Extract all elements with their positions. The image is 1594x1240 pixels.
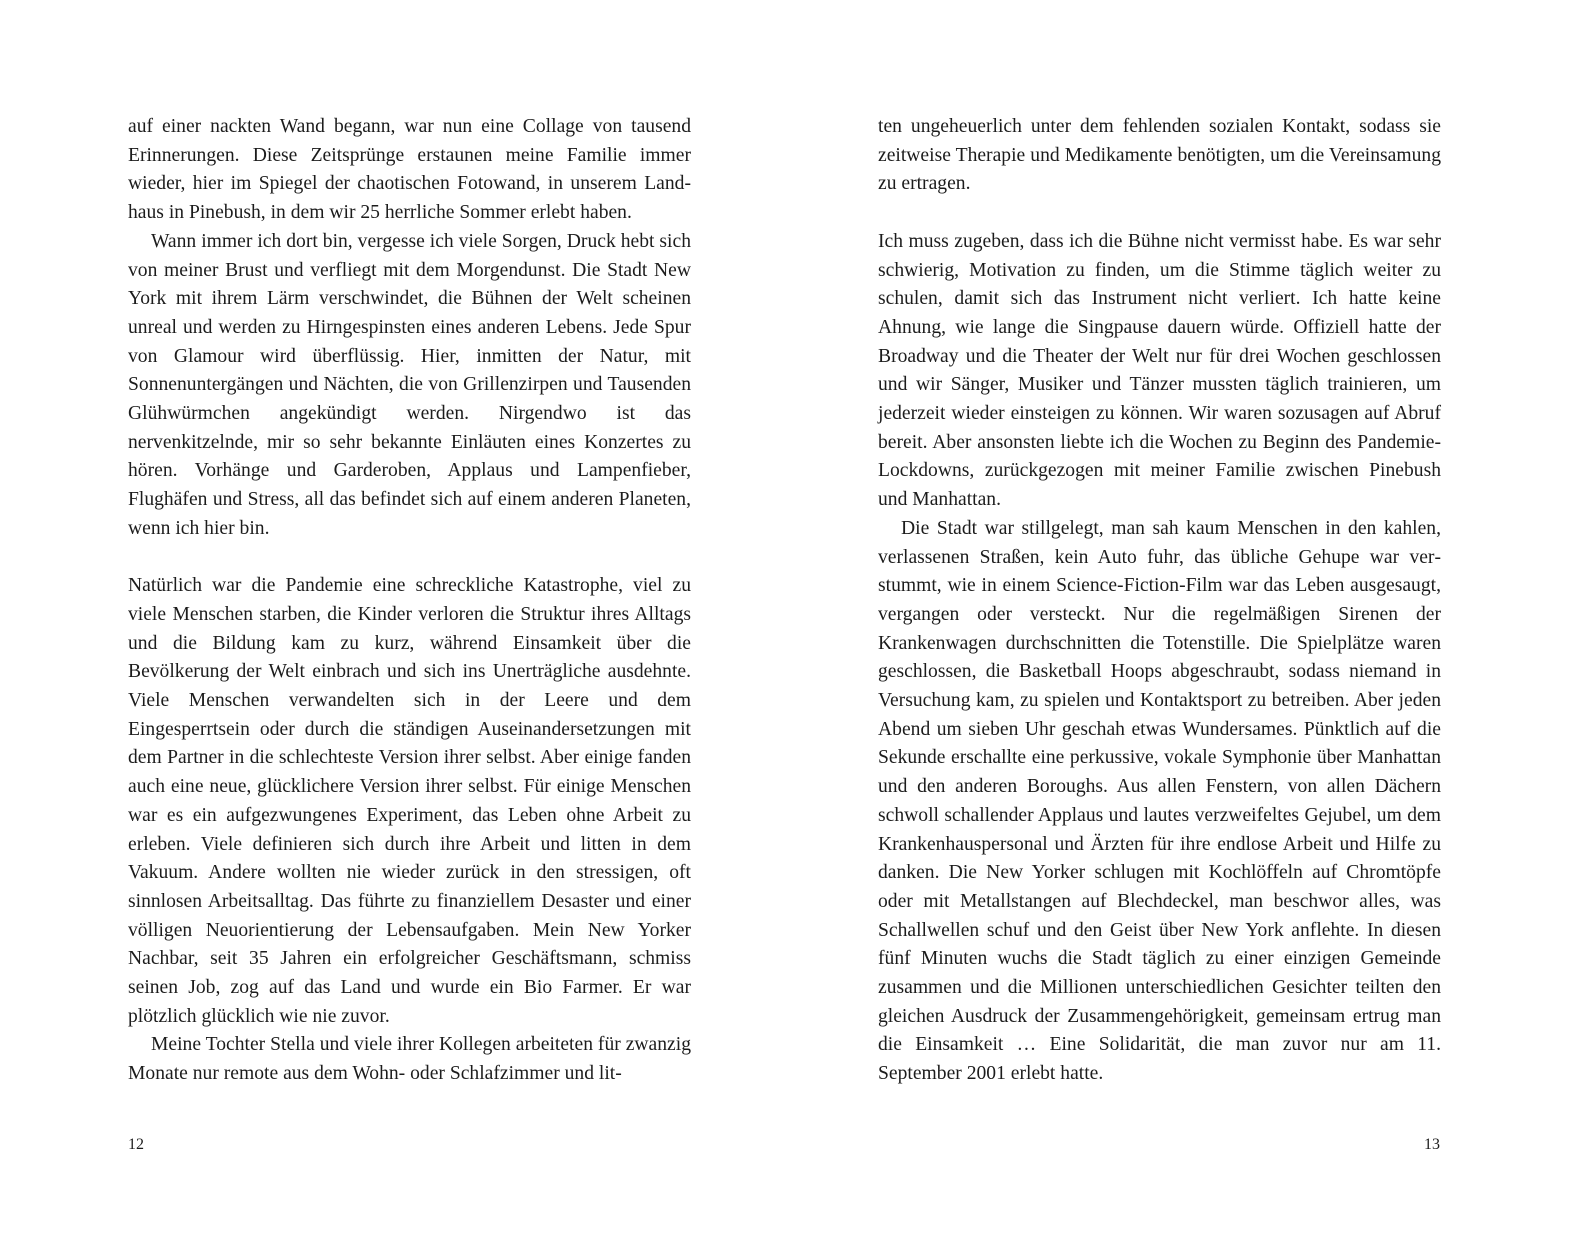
left-paragraph-3: Natürlich war die Pandemie eine schreckliche Katastrophe, viel zu viele Menschen starben, die Kinder verloren die Struktur ihres Alltags und die Bildung kam zu kurz, während Einsamkeit über die Bevölkerung der Welt einbrach und sich ins Unerträgliche ausdehnte. Viele Menschen verwandelten sich in der Leere und dem Eingesperrtsein oder durch die ständigen Auseinandersetzungen mit dem Partner in die schlechteste Version ihrer selbst. Aber einige fanden auch eine neue, glücklichere Version ihrer selbst. Für einige Menschen war es ein aufgezwungenes Experiment, das Leben ohne Arbeit zu erleben. Viele definieren sich durch ihre Arbeit und litten in dem Vakuum. Andere wollten nie wieder zurück in den stressigen, oft sinnlosen Arbeitsalltag. Das führte zu finanziellem Desaster und einer völligen Neuorientierung der Lebensaufgaben. Mein New Yorker Nachbar, seit 35 Jahren ein erfolgreicher Geschäftsmann, schmiss seinen Job, zog auf das Land und wurde ein Bio Farmer. Er war plötzlich glücklich wie nie zuvor.	[128, 575, 691, 1027]
left-paragraph-1: auf einer nackten Wand begann, war nun eine Collage von tausend Erinnerungen. Diese Zeitsprünge erstaunen meine Familie immer wieder, hier im Spiegel der chaotischen Fotowand, in unserem Landhaus in Pinebush, in dem wir 25 herrliche Sommer erlebt haben.	[128, 116, 691, 224]
right-paragraph-2: Ich muss zugeben, dass ich die Bühne nicht vermisst habe. Es war sehr schwierig, Motivation zu finden, um die Stimme täglich weiter zu schulen, damit sich das Instrument nicht verliert. Ich hatte keine Ahnung, wie lange die Singpause dauern würde. Offiziell hatte der Broadway und die Theater der Welt nur für drei Wochen geschlossen und wir Sänger, Musiker und Tänzer mussten täglich trainieren, um jederzeit wieder einsteigen zu können. Wir waren sozusagen auf Abruf bereit. Aber ansonsten liebte ich die Wochen zu Beginn des Pandemie-Lockdowns, zurückgezogen mit meiner Familie zwischen Pinebush und Manhattan.	[878, 230, 1441, 511]
page-number-right: 13	[1424, 1136, 1440, 1153]
left-page	[128, 113, 691, 1089]
page-number-left: 12	[128, 1136, 144, 1153]
left-paragraph-2: Wann immer ich dort bin, vergesse ich viele Sorgen, Druck hebt sich von meiner Brust und verfliegt mit dem Morgendunst. Die Stadt New York mit ihrem Lärm verschwindet, die Bühnen der Welt scheinen unreal und werden zu Hirngespinsten eines anderen Lebens. Jede Spur von Glamour wird überflüssig. Hier, inmitten der Natur, mit Sonnenuntergängen und Nächten, die von Grillenzirpen und Tausenden Glühwürmchen angekündigt werden. Nirgendwo ist das nervenkitzelnde, mir so sehr bekannte Einläuten eines Konzertes zu hören. Vorhänge und Garderoben, Applaus und Lampenfieber, Flughäfen und Stress, all das befindet sich auf einem anderen Planeten, wenn ich hier bin.	[128, 230, 691, 539]
right-paragraph-3: Die Stadt war stillgelegt, man sah kaum Menschen in den kahlen, verlassenen Straßen, kein Auto fuhr, das übliche Gehupe war verstummt, wie in einem Science-Fiction-Film war das Leben ausgesaugt, vergangen oder versteckt. Nur die regelmäßigen Sirenen der Krankenwagen durchschnitten die Totenstille. Die Spielplätze waren geschlossen, die Basketball Hoops abgeschraubt, sodass niemand in Versuchung kam, zu spielen und Kontaktsport zu betreiben. Aber jeden Abend um sieben Uhr geschah etwas Wundersames. Pünktlich auf die Sekunde erschallte eine perkussive, vokale Symphonie über Manhattan und den anderen Boroughs. Aus allen Fenstern, von allen Dächern schwoll schallender Applaus und lautes verzweifeltes Gejubel, um dem Krankenhauspersonal und Ärzten für ihre endlose Arbeit und Hilfe zu danken. Die New Yorker schlugen mit Kochlöffeln auf Chromtöpfe oder mit Metallstangen auf Blechdeckel, man beschwor alles, was Schallwellen schuf und den Geist über New York anflehte. In diesen fünf Minuten wuchs die Stadt täglich zu einer einzigen Gemeinde zusammen und die Millionen unterschiedlichen Gesichter teilten den gleichen Ausdruck der Zusammengehörigkeit, gemeinsam ertrug man die Einsamkeit … Eine Solidarität, die man zuvor nur am 11. September 2001 erlebt hatte.	[878, 517, 1441, 1085]
right-page	[878, 113, 1441, 1089]
right-paragraph-1: ten ungeheuerlich unter dem fehlenden sozialen Kontakt, sodass sie zeitweise Therapie und Medikamente benötigten, um die Vereinsamung zu ertragen.	[878, 116, 1441, 195]
left-paragraph-4: Meine Tochter Stella und viele ihrer Kollegen arbeiteten für zwanzig Monate nur remote aus dem Wohn- oder Schlafzimmer und lit-	[128, 1034, 691, 1085]
